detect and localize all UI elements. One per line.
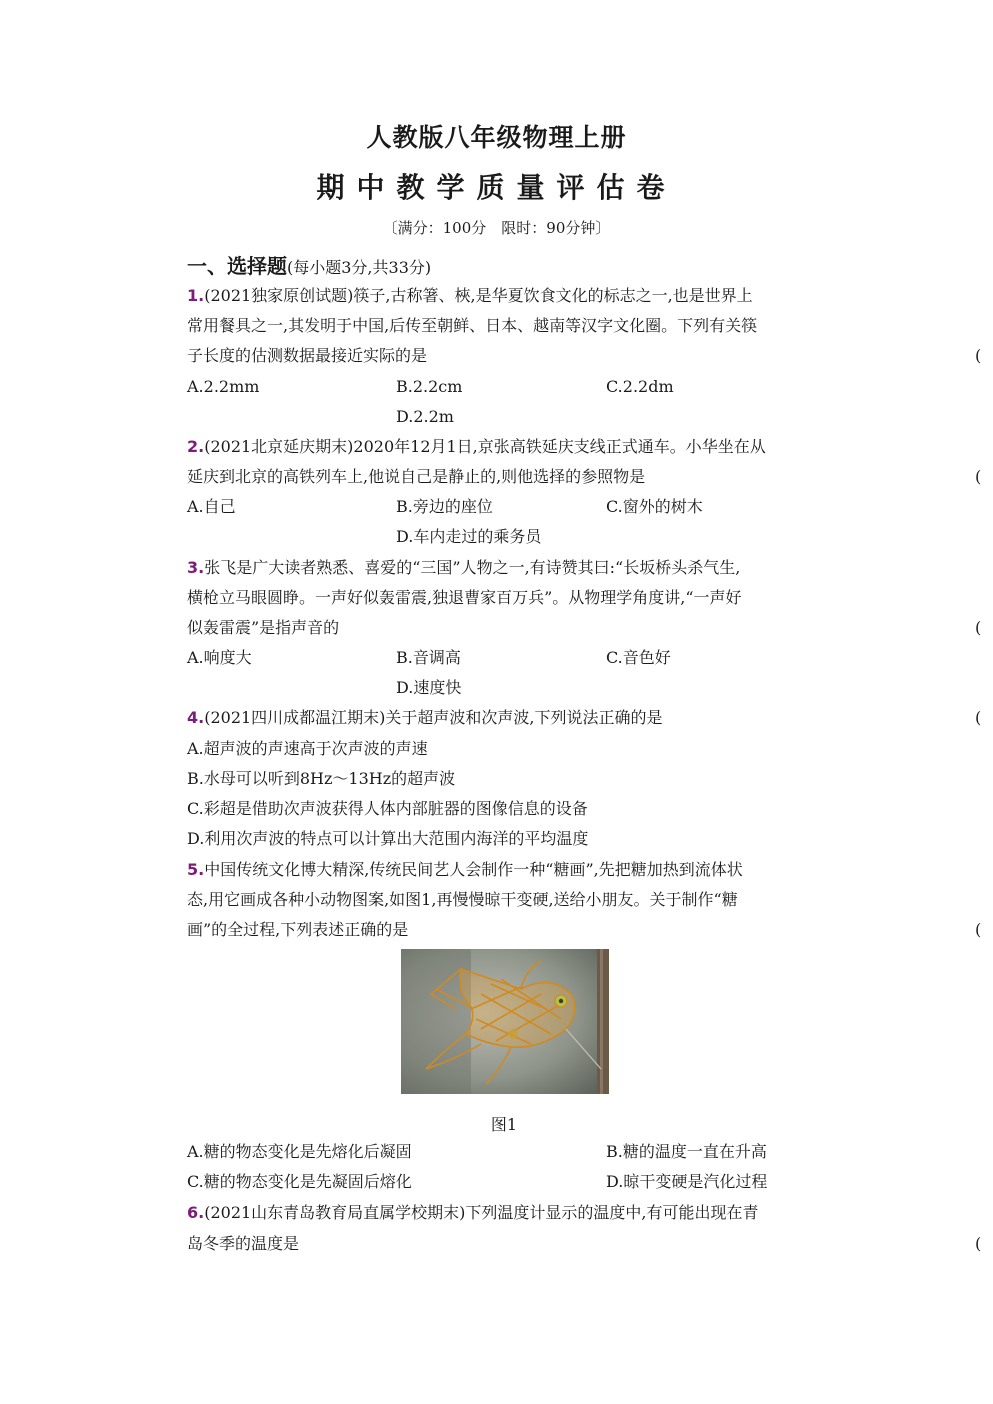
- q5-line-2: 态,用它画成各种小动物图案,如图1,再慢慢晾干变硬,送给小朋友。关于制作“糖: [187, 890, 738, 909]
- q1-option-d: D.2.2m: [396, 407, 454, 426]
- q1-option-a: A.2.2mm: [187, 377, 260, 396]
- q5-option-c: C.糖的物态变化是先凝固后熔化: [187, 1172, 412, 1191]
- q1-text: (2021独家原创试题)筷子,古称箸、梜,是华夏饮食文化的标志之一,也是世界上: [204, 286, 753, 305]
- answer-paren: (: [975, 618, 982, 637]
- q2-option-b: B.旁边的座位: [396, 497, 493, 516]
- answer-paren: (: [975, 346, 982, 365]
- question-number: 3.: [187, 558, 205, 577]
- q3-option-c: C.音色好: [606, 648, 671, 667]
- q2-line-1: [187, 437, 766, 457]
- q5-line-3: 画”的全过程,下列表述正确的是: [187, 920, 409, 939]
- answer-paren: (: [975, 920, 982, 939]
- q4-option-a: A.超声波的声速高于次声波的声速: [187, 739, 428, 758]
- question-number: 5.: [187, 860, 205, 879]
- q6-line-1: [187, 1203, 759, 1223]
- q1-option-c: C.2.2dm: [606, 377, 674, 396]
- sugar-fish-image: [401, 949, 609, 1094]
- answer-paren: (: [975, 1234, 982, 1253]
- q3-option-d: D.速度快: [396, 678, 462, 697]
- q3-line-3: 似轰雷震”是指声音的: [187, 618, 340, 637]
- q1-line-2: 常用餐具之一,其发明于中国,后传至朝鲜、日本、越南等汉字文化圈。下列有关筷: [187, 316, 758, 335]
- q1-line-1: [187, 286, 753, 306]
- q4-option-d: D.利用次声波的特点可以计算出大范围内海洋的平均温度: [187, 829, 589, 848]
- exam-meta: 〔满分：100分 限时：90分钟〕: [382, 219, 611, 237]
- q3-option-a: A.响度大: [187, 648, 252, 667]
- question-number: 2.: [187, 437, 205, 456]
- q1-line-3: 子长度的估测数据最接近实际的是: [187, 346, 428, 365]
- q4-option-b: B.水母可以听到8Hz～13Hz的超声波: [187, 769, 456, 788]
- answer-paren: (: [975, 467, 982, 486]
- q3-text: 张飞是广大读者熟悉、喜爱的“三国”人物之一,有诗赞其曰:“长坂桥头杀气生,: [204, 558, 741, 577]
- section-heading: [187, 250, 431, 279]
- sugar-painting-figure: [401, 949, 609, 1094]
- q2-line-2: 延庆到北京的高铁列车上,他说自己是静止的,则他选择的参照物是: [187, 467, 646, 486]
- section-title: 一、选择题: [187, 254, 287, 278]
- q5-option-a: A.糖的物态变化是先熔化后凝固: [187, 1142, 412, 1161]
- q1-option-b: B.2.2cm: [396, 377, 463, 396]
- q3-line-2: 横枪立马眼圆睁。一声好似轰雷震,独退曹家百万兵”。从物理学角度讲,“一声好: [187, 588, 742, 607]
- answer-paren: (: [975, 708, 982, 727]
- q6-line-2: 岛冬季的温度是: [187, 1234, 300, 1253]
- question-number: 4.: [187, 708, 205, 727]
- q5-text: 中国传统文化博大精深,传统民间艺人会制作一种“糖画”,先把糖加热到流体状: [204, 860, 743, 879]
- q4-text: (2021四川成都温江期末)关于超声波和次声波,下列说法正确的是: [204, 708, 663, 727]
- q3-line-1: [187, 558, 740, 578]
- page-title: 人教版八年级物理上册: [366, 123, 627, 152]
- q4-option-c: C.彩超是借助次声波获得人体内部脏器的图像信息的设备: [187, 799, 588, 818]
- question-number: 1.: [187, 286, 205, 305]
- q3-option-b: B.音调高: [396, 648, 461, 667]
- q2-option-c: C.窗外的树木: [606, 497, 703, 516]
- q2-option-a: A.自己: [187, 497, 236, 516]
- q2-option-d: D.车内走过的乘务员: [396, 527, 542, 546]
- section-note: (每小题3分,共33分): [287, 258, 432, 277]
- q5-option-d: D.晾干变硬是汽化过程: [606, 1172, 768, 1191]
- question-number: 6.: [187, 1203, 205, 1222]
- q2-text: (2021北京延庆期末)2020年12月1日,京张高铁延庆支线正式通车。小华坐在从: [204, 437, 766, 456]
- q4-line-1: [187, 708, 663, 728]
- q5-option-b: B.糖的温度一直在升高: [606, 1142, 767, 1161]
- exam-title: 期中教学质量评估卷: [316, 171, 677, 204]
- q5-line-1: [187, 860, 743, 880]
- q6-text: (2021山东青岛教育局直属学校期末)下列温度计显示的温度中,有可能出现在青: [204, 1203, 759, 1222]
- figure-caption: 图1: [490, 1115, 518, 1134]
